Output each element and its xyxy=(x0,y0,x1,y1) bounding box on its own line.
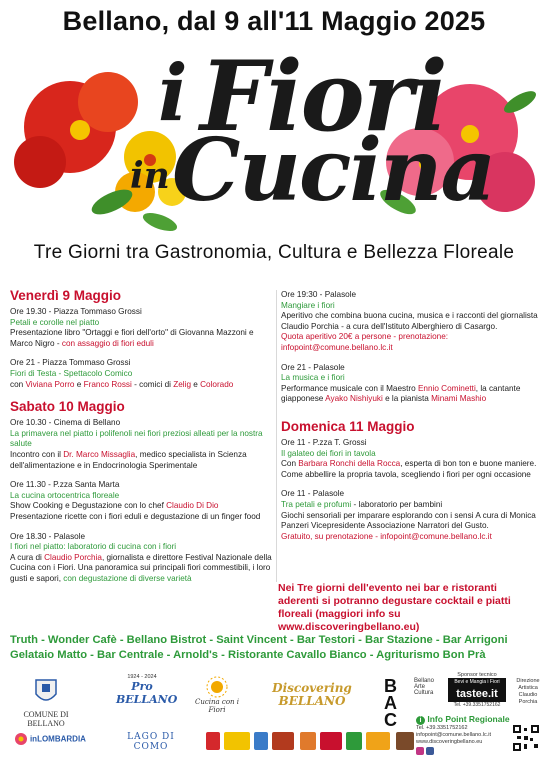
day-heading-friday: Venerdì 9 Maggio xyxy=(10,288,122,303)
event-title: Mangiare i fiori xyxy=(281,300,335,310)
comune-logo xyxy=(6,676,86,728)
sponsor-tag: Bevi e Mangia i Fiori xyxy=(448,678,506,686)
sponsor-badge xyxy=(224,732,250,750)
sponsor-badge xyxy=(272,732,294,750)
event-desc-highlight: con degustazione di diverse varietà xyxy=(63,573,192,583)
speaker-name: Claudio Porchia xyxy=(44,552,102,562)
venue: Truth xyxy=(10,634,38,646)
event-desc-text: Presentazione libro "Ortaggi e fiori dell'orto" di Giovanna Mazzoni e Marco Nigro - xyxy=(10,328,254,348)
event-desc-text: - comici di xyxy=(131,379,174,389)
title-i: i xyxy=(158,48,188,139)
event-desc-text: Performance musicale con il Maestro xyxy=(281,383,418,393)
sponsor-badge xyxy=(300,732,316,750)
event-desc-text: Incontro con il xyxy=(10,449,64,459)
event-time: Ore 11 - Palasole xyxy=(281,489,345,499)
festival-label: Cucina con i Fiori xyxy=(194,698,240,714)
event-time: Ore 21 - Palasole xyxy=(281,362,345,372)
subtitle: Tre Giorni tra Gastronomia, Cultura e Bellezza Floreale xyxy=(33,242,515,263)
event-desc-text: e xyxy=(191,379,201,389)
venue: Bellano Bistrot xyxy=(126,634,207,646)
event-description: Aperitivo che combina buona cucina, musica e i racconti del giornalista Claudio Porchia - a cura dell'Istituto Alberghiero di Casargo. xyxy=(281,311,538,331)
event-title-suffix: - laboratorio per bambini xyxy=(351,499,443,509)
info-point xyxy=(416,716,520,758)
venue: Bar Testori xyxy=(296,634,356,646)
promo-text: Nei Tre giorni dell'evento nei bar e ristoranti aderenti si potranno degustare cocktail e piatti floreali (maggiori info su www.discoveringbellano.eu) xyxy=(278,582,511,633)
event-time: Ore 18.30 - Palasole xyxy=(10,531,86,541)
qr-code[interactable] xyxy=(512,724,540,752)
venue: Gelataio Matto xyxy=(10,649,88,661)
discovering-bellano-logo xyxy=(268,682,356,708)
event-desc-text: , esperta di bon ton e buone maniere. Come abbellire la propria tavola, scegliendo i fiori per ogni occasione xyxy=(281,459,537,479)
event-friday-aperitivo xyxy=(281,290,543,354)
event-description xyxy=(10,553,272,585)
event-title: I fiori nel piatto: laboratorio di cucina con i fiori xyxy=(10,542,177,552)
event-title: La primavera nel piatto i polifenoli nei fiori preziosi alleati per la nostra salute xyxy=(10,428,263,449)
sponsor-badge xyxy=(254,732,268,750)
sponsor-badge xyxy=(320,732,342,750)
performer-name: Franco Rossi xyxy=(83,379,132,389)
event-saturday-1830 xyxy=(10,532,272,585)
event-time: Ore 11 - P.zza T. Grossi xyxy=(281,437,367,447)
event-description xyxy=(281,459,543,480)
header-date: Bellano, dal 9 all'11 Maggio 2025 xyxy=(62,6,486,36)
program-right-column xyxy=(281,290,543,551)
event-title: La cucina ortocentrica floreale xyxy=(10,490,120,500)
event-desc-text: Presentazione ricette con i fiori eduli e degustazione di un finger food xyxy=(10,511,261,521)
flower-icon xyxy=(14,732,28,746)
venues-list: Truth - Wonder Cafè - Bellano Bistrot - Saint Vincent - Bar Testori - Bar Stazione - Bar Arrigoni Gelataio Matto - Bar Centrale - Arnold's - Ristorante Cavallo Bianco - Agriturismo Bon Prà xyxy=(10,634,508,661)
event-desc-text: con xyxy=(10,379,26,389)
sponsor-tel: Tel. +39.3351752162 xyxy=(453,702,501,708)
event-title: Il galateo dei fiori in tavola xyxy=(281,448,376,458)
event-saturday-1130 xyxy=(10,480,272,522)
info-icon: i xyxy=(416,716,425,725)
discovering-label: Discovering BELLANO xyxy=(272,681,352,708)
venue: Arnold's xyxy=(173,649,219,661)
event-sunday-laboratorio xyxy=(281,489,543,542)
pro-years: 1924 - 2024 xyxy=(127,674,157,680)
performer-name: Minami Mashio xyxy=(431,394,487,404)
bac-text: Bellano Arte Cultura xyxy=(413,678,434,696)
coat-of-arms-icon xyxy=(34,676,58,706)
sponsor-label: Sponsor tecnico xyxy=(457,672,497,678)
tastee-sponsor xyxy=(448,672,506,708)
title-in: in xyxy=(130,155,170,197)
bac-letters: B A C xyxy=(384,676,397,730)
event-desc-text: , la cantante giapponese xyxy=(281,383,521,404)
performer-name: Ayako Nishiyuki xyxy=(325,394,383,404)
show-name: Colorado xyxy=(200,379,234,389)
event-booking-info: Gratuito, su prenotazione - infopoint@comune.bellano.lc.it xyxy=(281,531,492,541)
day-heading-saturday: Sabato 10 Maggio xyxy=(10,399,125,415)
info-point-title: Info Point Regionale xyxy=(427,714,510,724)
event-friday-musica xyxy=(281,363,543,405)
sun-flower-icon xyxy=(203,676,231,698)
direzione-label: Direzione Artistica Claudio Porchia xyxy=(516,678,540,705)
sponsor-badge xyxy=(206,732,220,750)
event-description xyxy=(281,384,543,405)
column-divider xyxy=(276,290,277,582)
event-time: Ore 19:30 - Palasole xyxy=(281,290,357,299)
sponsor-badge xyxy=(346,732,362,750)
performer-name: Viviana Porro xyxy=(25,379,75,389)
event-booking-info: Quota aperitivo 20€ a persone - prenotazione: infopoint@comune.bellano.lc.it xyxy=(281,332,449,352)
event-title: La musica e i fiori xyxy=(281,373,345,383)
event-friday-1930 xyxy=(10,307,272,349)
show-name: Zelig xyxy=(173,379,191,389)
event-time: Ore 10.30 - Cinema di Bellano xyxy=(10,418,121,428)
event-desc-text: Show Cooking e Degustazione con lo chef xyxy=(10,501,167,511)
day-heading-sunday: Domenica 11 Maggio xyxy=(281,418,415,434)
comune-label: COMUNE DI BELLANO xyxy=(23,710,69,728)
title-fiori: Fiori xyxy=(200,40,446,153)
event-sunday-galateo xyxy=(281,438,543,480)
facebook-icon[interactable] xyxy=(426,747,434,755)
event-desc-text: e la pianista xyxy=(382,394,432,404)
event-saturday-1030 xyxy=(10,418,272,471)
event-time: Ore 21 - Piazza Tommaso Grossi xyxy=(10,358,131,368)
event-desc-highlight: con assaggio di fiori eduli xyxy=(61,338,154,348)
venue: Ristorante Cavallo Bianco xyxy=(227,649,367,661)
info-point-email: infopoint@comune.bellano.lc.it xyxy=(416,732,491,738)
event-desc-text: , giornalista e direttore Festival Nazionale della Cucina con i Fiori. Una panoramica sui principali fiori commestibili, i loro gusti e sapori, xyxy=(10,552,272,583)
event-title: Petali e corolle nel piatto xyxy=(10,317,100,327)
event-description: Giochi sensoriali per imparare esplorando con i sensi A cura di Monica Panzeri Vicepresidente Associazione Narratori del Gusto. xyxy=(281,510,536,531)
qr-code-icon xyxy=(512,724,540,752)
venue: Bar Stazione xyxy=(365,634,433,646)
event-description xyxy=(10,380,272,391)
info-point-tel: Tel. +39.3351752162 xyxy=(416,725,468,731)
event-desc-text: A cura di xyxy=(10,552,45,562)
pro-name: Pro BELLANO xyxy=(116,680,178,706)
speaker-name: Dr. Marco Missaglia xyxy=(63,449,136,459)
sponsor-badge xyxy=(396,732,414,750)
event-title-line xyxy=(281,500,543,511)
info-point-web: www.discoveringbellano.eu xyxy=(416,739,483,745)
program-left-column xyxy=(10,288,272,593)
lago-como-logo xyxy=(112,732,190,752)
tastee-logo: tastee.it xyxy=(448,686,506,702)
sponsor-badge xyxy=(366,732,390,750)
venue: Agriturismo Bon Prà xyxy=(376,649,486,661)
performer-name: Ennio Cominetti xyxy=(417,383,476,393)
event-description xyxy=(10,328,272,349)
event-time: Ore 11.30 - P.zza Santa Marta xyxy=(10,480,120,490)
info-point-title-row xyxy=(416,716,520,725)
pro-bellano-logo xyxy=(116,674,178,706)
event-time: Ore 19.30 - Piazza Tommaso Grossi xyxy=(10,307,142,316)
venue: Wonder Cafè xyxy=(47,634,117,646)
event-friday-21 xyxy=(10,358,272,390)
sponsor-logos xyxy=(0,672,548,768)
instagram-icon[interactable] xyxy=(416,747,424,755)
lombardia-label: inLOMBARDIA xyxy=(29,734,86,744)
event-desc-text: Con xyxy=(281,459,299,469)
festival-logo xyxy=(186,676,248,714)
title-cucina: Cucina xyxy=(172,120,495,221)
lago-label: LAGO DI COMO xyxy=(127,732,175,752)
speaker-name: Barbara Ronchi della Rocca xyxy=(298,459,401,469)
event-description xyxy=(10,450,272,471)
venue: Bar Centrale xyxy=(97,649,164,661)
chef-name: Claudio Di Dio xyxy=(166,501,219,511)
event-title: Tra petali e profumi xyxy=(281,499,352,509)
event-description xyxy=(10,501,272,522)
event-desc-text: , medico specialista in Scienza dell'alimentazione e in Endocrinologia Sperimentale xyxy=(10,449,247,470)
venue: Bar Arrigoni xyxy=(442,634,508,646)
venue: Saint Vincent xyxy=(216,634,287,646)
lombardia-logo xyxy=(14,732,104,746)
social-icons xyxy=(416,747,520,758)
event-title: Fiori di Testa - Spettacolo Comico xyxy=(10,368,133,378)
event-desc-text: e xyxy=(74,379,84,389)
